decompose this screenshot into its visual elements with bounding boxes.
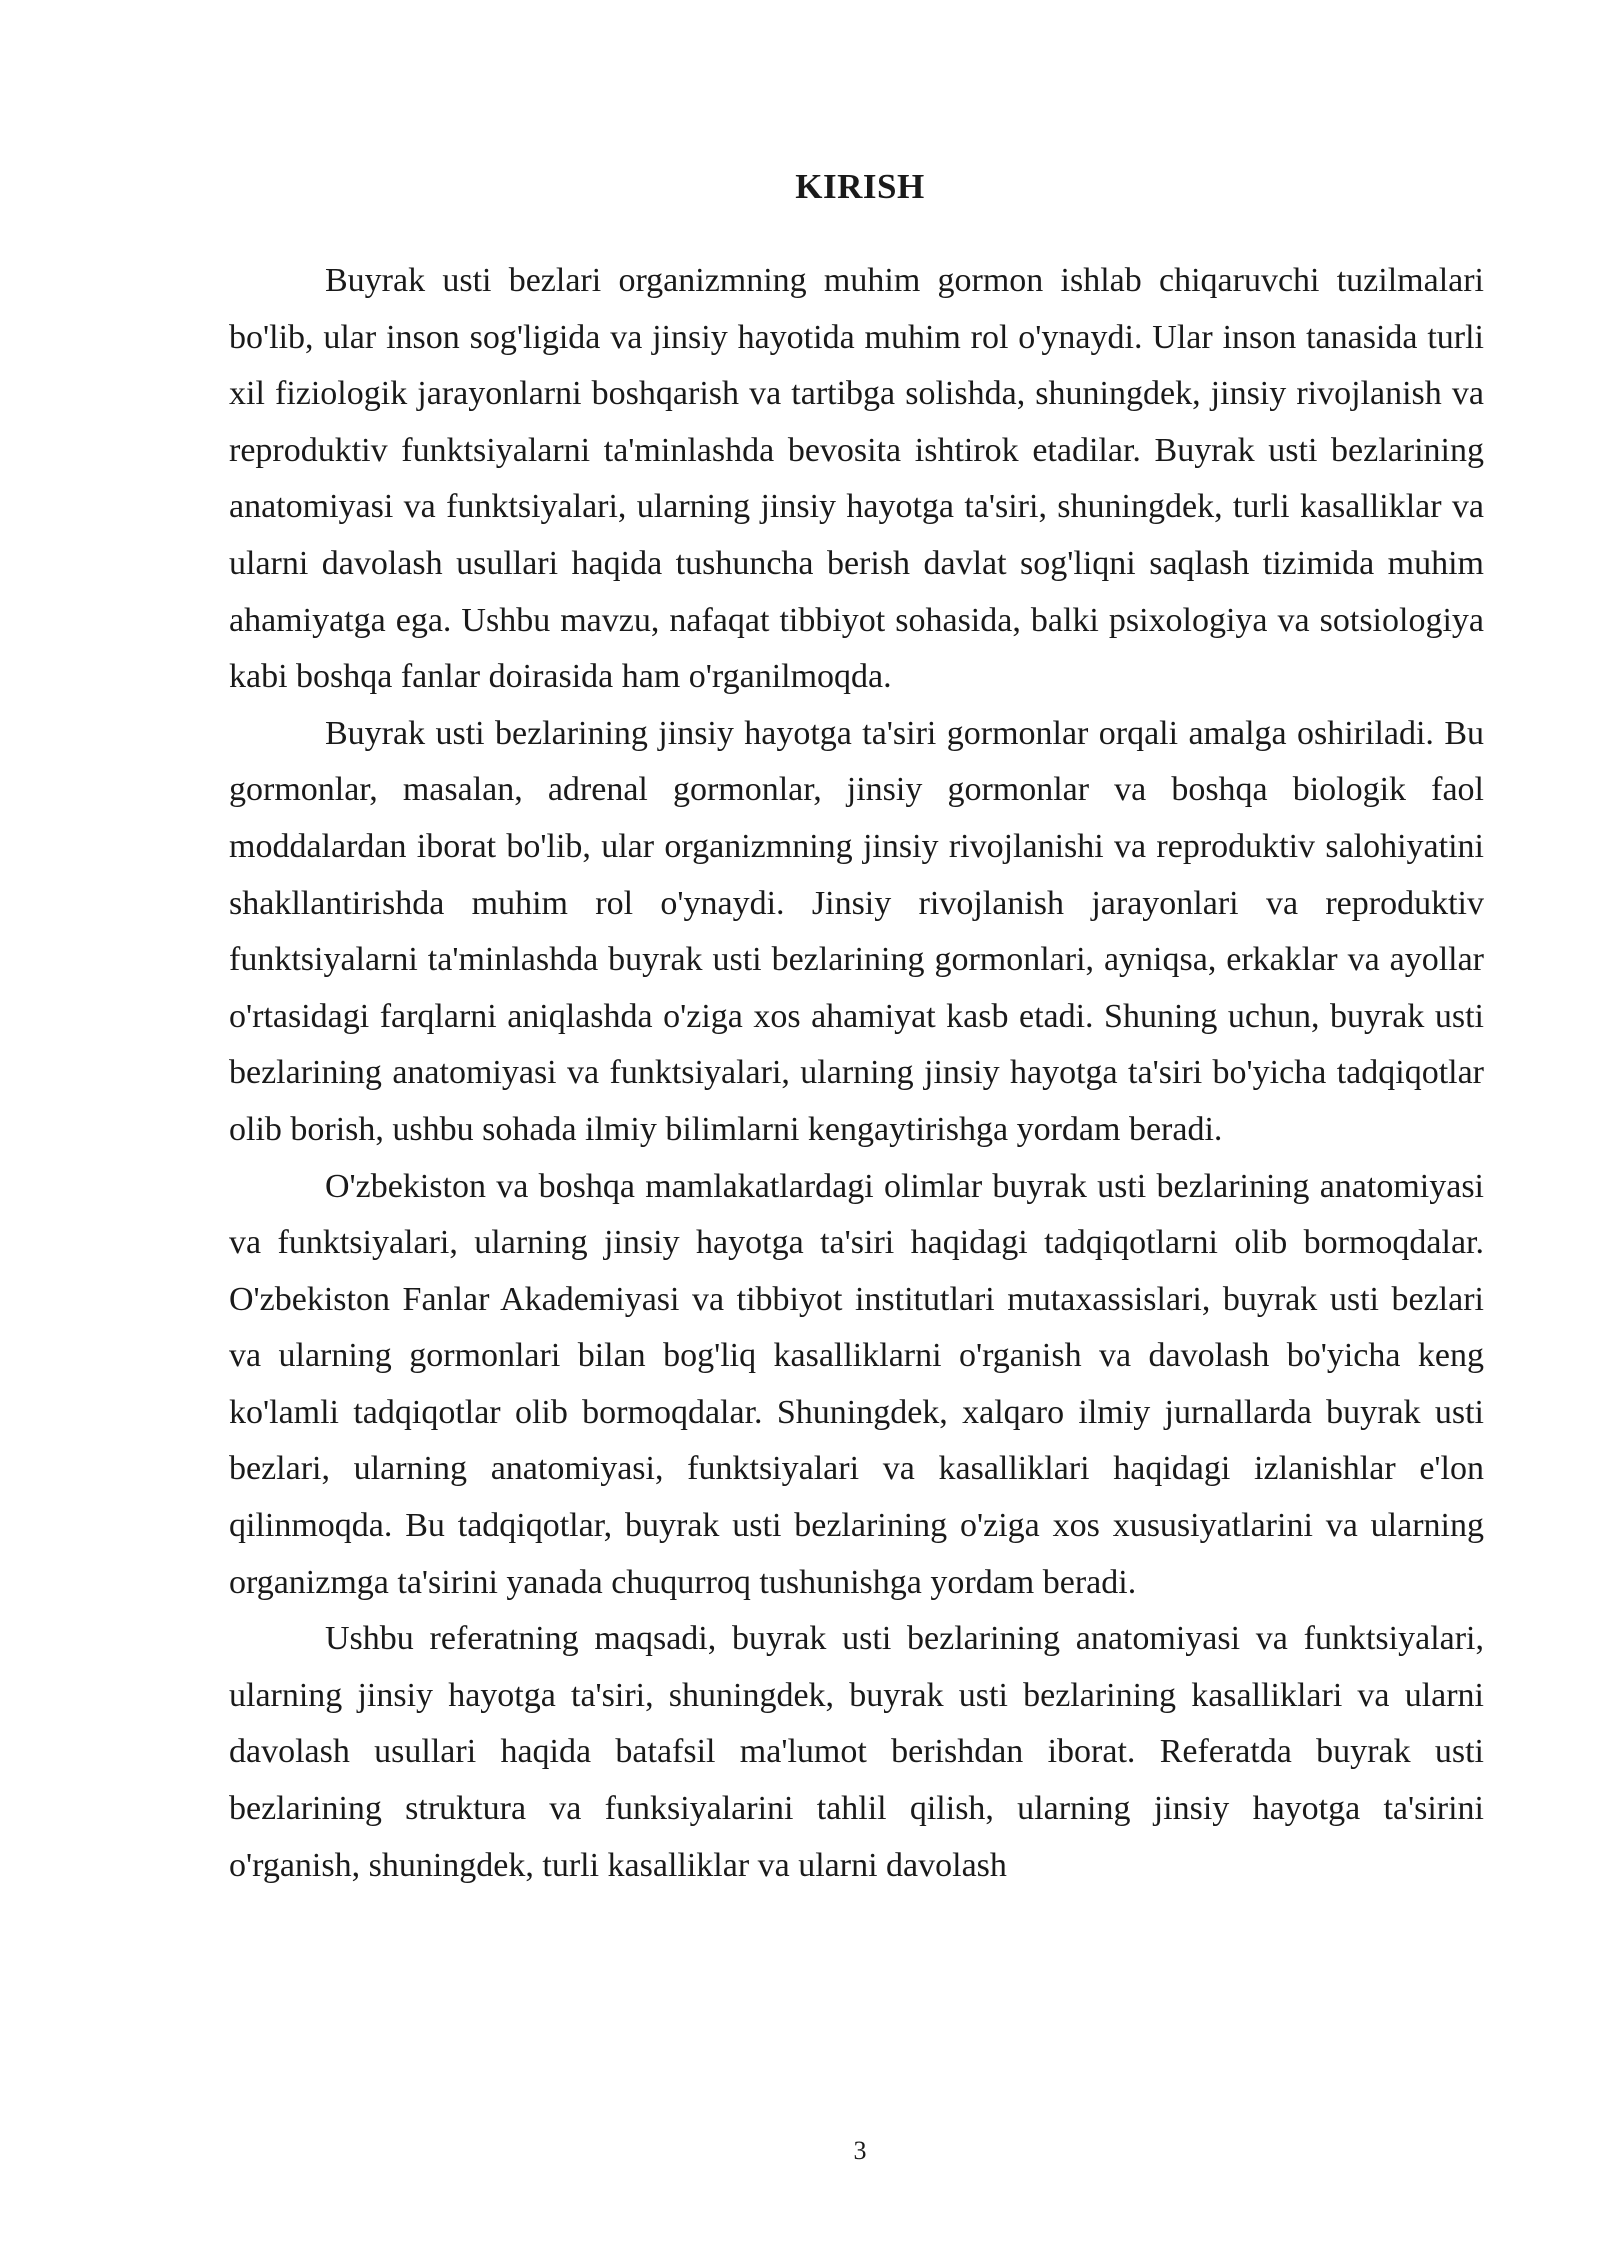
page-number: 3 <box>853 2136 867 2165</box>
body-text <box>229 253 1484 1894</box>
paragraph-4: Ushbu referatning maqsadi, buyrak usti bezlarining anatomiyasi va funktsiyalari, ularning jinsiy hayotga ta'siri, shuningdek, buyrak usti bezlarining kasalliklari va ularni davolash usullari haqida batafsil ma'lumot berishdan iborat. Referatda buyrak usti bezlarining struktura va funksiyalarini tahlil qilish, ularning jinsiy hayotga ta'sirini o'rganish, shuningdek, turli kasalliklar va ularni davolash <box>229 1620 1484 1884</box>
section-title: KIRISH <box>795 167 925 206</box>
paragraph-2: Buyrak usti bezlarining jinsiy hayotga ta'siri gormonlar orqali amalga oshiriladi. Bu gormonlar, masalan, adrenal gormonlar, jinsiy gormonlar va boshqa biologik faol moddalardan iborat bo'lib, ular organizmning jinsiy rivojlanishi va reproduktiv salohiyatini shakllantirishda muhim rol o'ynaydi. Jinsiy rivojlanish jarayonlari va reproduktiv funktsiyalarni ta'minlashda buyrak usti bezlarining gormonlari, ayniqsa, erkaklar va ayollar o'rtasidagi farqlarni aniqlashda o'ziga xos ahamiyat kasb etadi. Shuning uchun, buyrak usti bezlarining anatomiyasi va funktsiyalari, ularning jinsiy hayotga ta'siri bo'yicha tadqiqotlar olib borish, ushbu sohada ilmiy bilimlarni kengaytirishga yordam beradi. <box>229 714 1484 1148</box>
paragraph-3: O'zbekiston va boshqa mamlakatlardagi olimlar buyrak usti bezlarining anatomiyasi va funktsiyalari, ularning jinsiy hayotga ta'siri haqidagi tadqiqotlarni olib bormoqdalar. O'zbekiston Fanlar Akademiyasi va tibbiyot institutlari mutaxassislari, buyrak usti bezlari va ularning gormonlari bilan bog'liq kasalliklarni o'rganish va davolash bo'yicha keng ko'lamli tadqiqotlar olib bormoqdalar. Shuningdek, xalqaro ilmiy jurnallarda buyrak usti bezlari, ularning anatomiyasi, funktsiyalari va kasalliklari haqidagi izlanishlar e'lon qilinmoqda. Bu tadqiqotlar, buyrak usti bezlarining o'ziga xos xususiyatlarini va ularning organizmga ta'sirini yanada chuqurroq tushunishga yordam beradi. <box>229 1167 1484 1601</box>
paragraph-1: Buyrak usti bezlari organizmning muhim gormon ishlab chiqaruvchi tuzilmalari bo'lib, ular inson sog'ligida va jinsiy hayotida muhim rol o'ynaydi. Ular inson tanasida turli xil fiziologik jarayonlarni boshqarish va tartibga solishda, shuningdek, jinsiy rivojlanish va reproduktiv funktsiyalarni ta'minlashda bevosita ishtirok etadilar. Buyrak usti bezlarining anatomiyasi va funktsiyalari, ularning jinsiy hayotga ta'siri, shuningdek, turli kasalliklar va ularni davolash usullari haqida tushuncha berish davlat sog'liqni saqlash tizimida muhim ahamiyatga ega. Ushbu mavzu, nafaqat tibbiyot sohasida, balki psixologiya va sotsiologiya kabi boshqa fanlar doirasida ham o'rganilmoqda. <box>229 262 1484 696</box>
